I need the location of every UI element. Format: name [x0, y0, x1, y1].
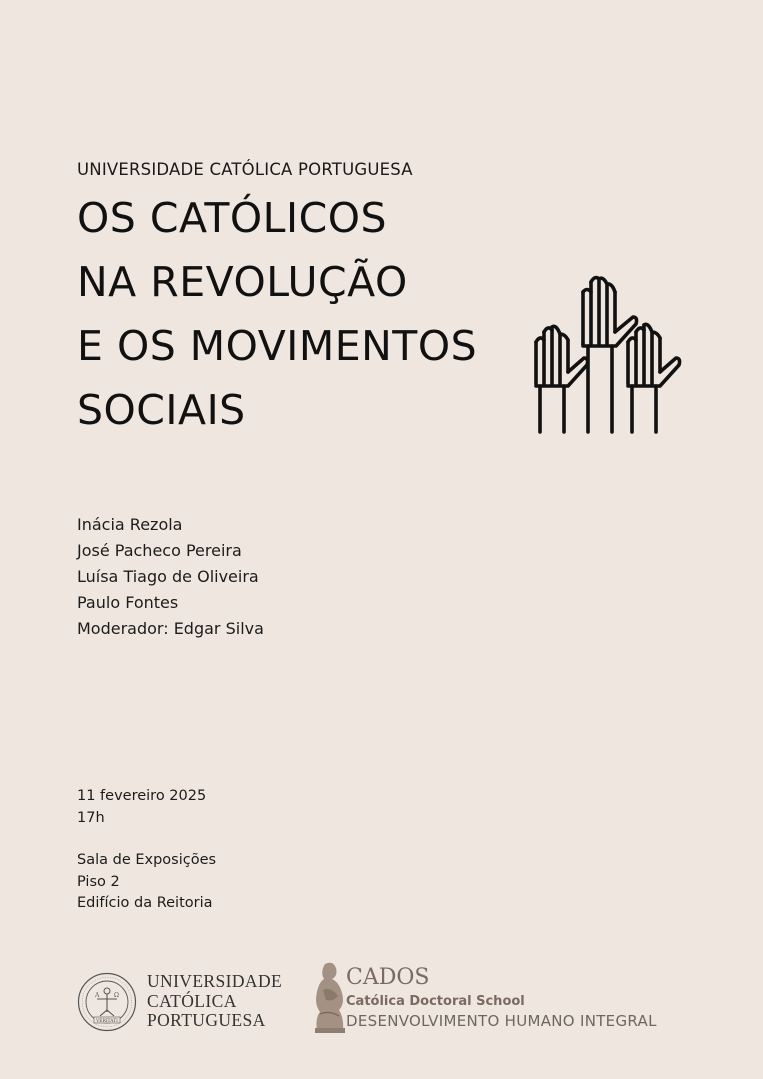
- event-date: 11 fevereiro 2025: [77, 788, 207, 804]
- ucp-wordmark-line: UNIVERSIDADE: [147, 971, 283, 991]
- title-line: SOCIAIS: [77, 386, 246, 434]
- ucp-wordmark-line: CATÓLICA: [147, 990, 237, 1011]
- cados-tagline: DESENVOLVIMENTO HUMANO INTEGRAL: [346, 1012, 657, 1030]
- cados-title: CADOS: [346, 965, 430, 990]
- moderator-name: Moderador: Edgar Silva: [77, 619, 264, 638]
- title-line: OS CATÓLICOS: [77, 194, 387, 242]
- location-line: Piso 2: [77, 873, 120, 890]
- svg-text:A: A: [95, 992, 100, 999]
- location-line: Edifício da Reitoria: [77, 895, 213, 911]
- ucp-seal-logo: [77, 972, 137, 1032]
- title-line: E OS MOVIMENTOS: [77, 322, 478, 370]
- speaker-name: José Pacheco Pereira: [77, 541, 242, 560]
- event-location: [77, 850, 216, 915]
- institution-heading: UNIVERSIDADE CATÓLICA PORTUGUESA: [77, 160, 413, 179]
- speaker-name: Paulo Fontes: [77, 593, 179, 612]
- thinker-statue-image: [311, 960, 349, 1034]
- speaker-name: Inácia Rezola: [77, 515, 183, 534]
- event-time: 17h: [77, 809, 105, 826]
- ucp-wordmark-line: PORTUGUESA: [147, 1010, 266, 1030]
- right-hand-icon: [628, 324, 680, 432]
- event-datetime: [77, 786, 206, 829]
- svg-text:VERITATI: VERITATI: [96, 1019, 118, 1024]
- speaker-name: Luísa Tiago de Oliveira: [77, 567, 259, 586]
- raised-hands-icon: [528, 272, 693, 434]
- title-line: NA REVOLUÇÃO: [77, 258, 408, 306]
- speakers-list: [77, 512, 264, 642]
- location-line: Sala de Exposições: [77, 852, 217, 868]
- svg-text:Ω: Ω: [114, 992, 119, 999]
- event-title: [77, 186, 477, 442]
- cados-subtitle: Católica Doctoral School: [346, 994, 525, 1009]
- left-hand-icon: [536, 326, 588, 432]
- ucp-wordmark: [147, 972, 282, 1031]
